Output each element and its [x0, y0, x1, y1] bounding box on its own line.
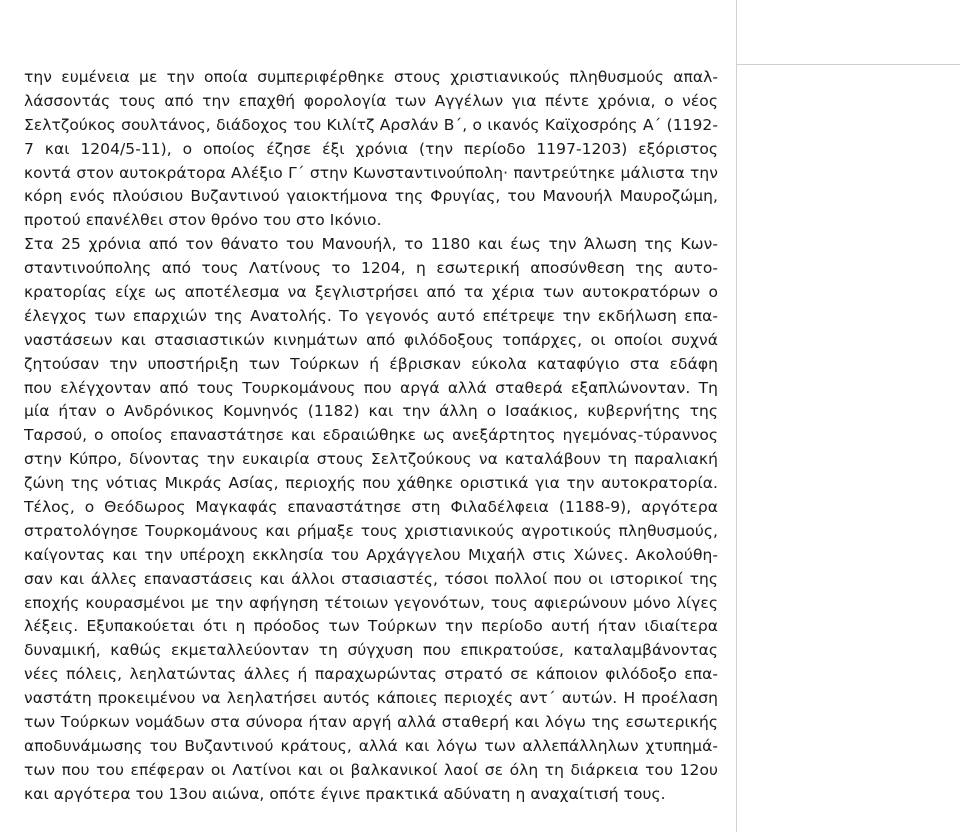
body-text [24, 66, 718, 807]
text-line: κρατορίας είχε ως αποτέλεσμα να ξεγλιστρήσει από τα χέρια των αυτοκρατόρων ο [24, 283, 718, 302]
text-line: σταντινούπολης από τους Λατίνους το 1204, η εσωτερική αποσύνθεση της αυτο- [24, 259, 718, 278]
text-line: μία ήταν ο Ανδρόνικος Κομνηνός (1182) και την άλλη ο Ισαάκιος, κυβερνήτης της [24, 402, 718, 421]
text-line: εποχής κουρασμένοι με την αφήγηση τέτοιων γεγονότων, τους αφιερώνουν μόνο λίγες [24, 593, 718, 612]
text-line: λάσσοντάς τους από την επαχθή φορολογία των Αγγέλων για πέντε χρόνια, ο νέος [24, 91, 718, 110]
margin-rule-vertical [736, 0, 737, 832]
paragraph-2 [24, 233, 718, 806]
margin-rule-horizontal [737, 64, 960, 65]
paragraph-1 [24, 66, 718, 233]
text-line: ναστάτη προκειμένου να λεηλατήσει αυτός κάποιες περιοχές αντ΄ αυτών. Η προέλαση [24, 689, 718, 708]
text-line: στρατολόγησε Τουρκομάνους και ρήμαξε τους χριστιανικούς αγροτικούς πληθυσμούς, [24, 521, 718, 540]
text-line: Σελτζούκος σουλτάνος, διάδοχος του Κιλίτζ Αρσλάν Β΄, ο ικανός Καϊχοσρόης Α΄ (1192- [24, 115, 718, 134]
text-line: Τέλος, ο Θεόδωρος Μαγκαφάς επαναστάτησε στη Φιλαδέλφεια (1188-9), αργότερα [24, 498, 718, 517]
text-line: σαν και άλλες επαναστάσεις και άλλοι στασιαστές, τόσοι πολλοί που οι ιστορικοί της [24, 569, 718, 588]
text-line: νέες πόλεις, λεηλατώντας άλλες ή παραχωρώντας στρατό σε κάποιον φιλόδοξο επα- [24, 665, 718, 684]
text-line: την ευμένεια με την οποία συμπεριφέρθηκε στους χριστιανικούς πληθυσμούς απαλ- [24, 68, 718, 86]
text-line: κοντά στον αυτοκράτορα Αλέξιο Γ΄ στην Κωνσταντινούπολη· παντρεύτηκε μάλιστα την [24, 163, 718, 182]
text-line: προτού επανέλθει στον θρόνο του στο Ικόνιο. [24, 211, 382, 230]
text-line: των που του επέφεραν οι Λατίνοι και οι βαλκανικοί λαοί σε όλη τη διάρκεια του 12ου [24, 760, 718, 779]
text-line: Ταρσού, ο οποίος επαναστάτησε και εδραιώθηκε ως ανεξάρτητος ηγεμόνας-τύραννος [24, 426, 718, 445]
text-line: και αργότερα του 13ου αιώνα, οπότε έγινε πρακτικά αδύνατη η αναχαίτισή τους. [24, 784, 666, 803]
text-line: των Τούρκων νομάδων στα σύνορα ήταν αργή αλλά σταθερή και λόγω της εσωτερικής [24, 713, 718, 732]
text-line: Στα 25 χρόνια από τον θάνατο του Μανουήλ, το 1180 και έως την Άλωση της Κων- [24, 235, 718, 254]
text-line: καίγοντας και την υπέροχη εκκλησία του Αρχάγγελου Μιχαήλ στις Χώνες. Ακολούθη- [24, 545, 718, 564]
text-line: κόρη ενός πλούσιου Βυζαντινού γαιοκτήμονα της Φρυγίας, του Μανουήλ Μαυροζώμη, [24, 187, 718, 206]
text-line: που ελέγχονταν από τους Τουρκομάνους που αργά αλλά σταθερά εξαπλώνονταν. Τη [24, 378, 718, 397]
text-line: ναστάσεων και στασιαστικών κινημάτων από φιλόδοξους τοπάρχες, οι οποίοι συχνά [24, 330, 718, 349]
text-line: ζητούσαν την υποστήριξη των Τούρκων ή έβρισκαν εύκολα καταφύγιο στα εδάφη [24, 354, 718, 373]
text-line: δυναμική, καθώς εκμεταλλεύονταν τη σύγχυση που επικρατούσε, καταλαμβάνοντας [24, 641, 718, 660]
text-line: στην Κύπρο, δίνοντας την ευκαιρία στους Σελτζούκους να καταλάβουν τη παραλιακή [24, 450, 718, 469]
text-line: έλεγχος των επαρχιών της Ανατολής. Το γεγονός αυτό επέτρεψε την εκδήλωση επα- [24, 306, 718, 325]
text-line: 7 και 1204/5-11), ο οποίος έζησε έξι χρόνια (την περίοδο 1197-1203) εξόριστος [24, 139, 718, 158]
text-line: αποδυνάμωσης του Βυζαντινού κράτους, αλλά και λόγω των αλλεπάλληλων χτυπημά- [24, 736, 718, 755]
text-line: λέξεις. Εξυπακούεται ότι η πρόοδος των Τούρκων την περίοδο αυτή ήταν ιδιαίτερα [24, 617, 718, 636]
text-line: ζώνη της νότιας Μικράς Ασίας, περιοχής που χάθηκε οριστικά για την αυτοκρατορία. [24, 474, 718, 493]
